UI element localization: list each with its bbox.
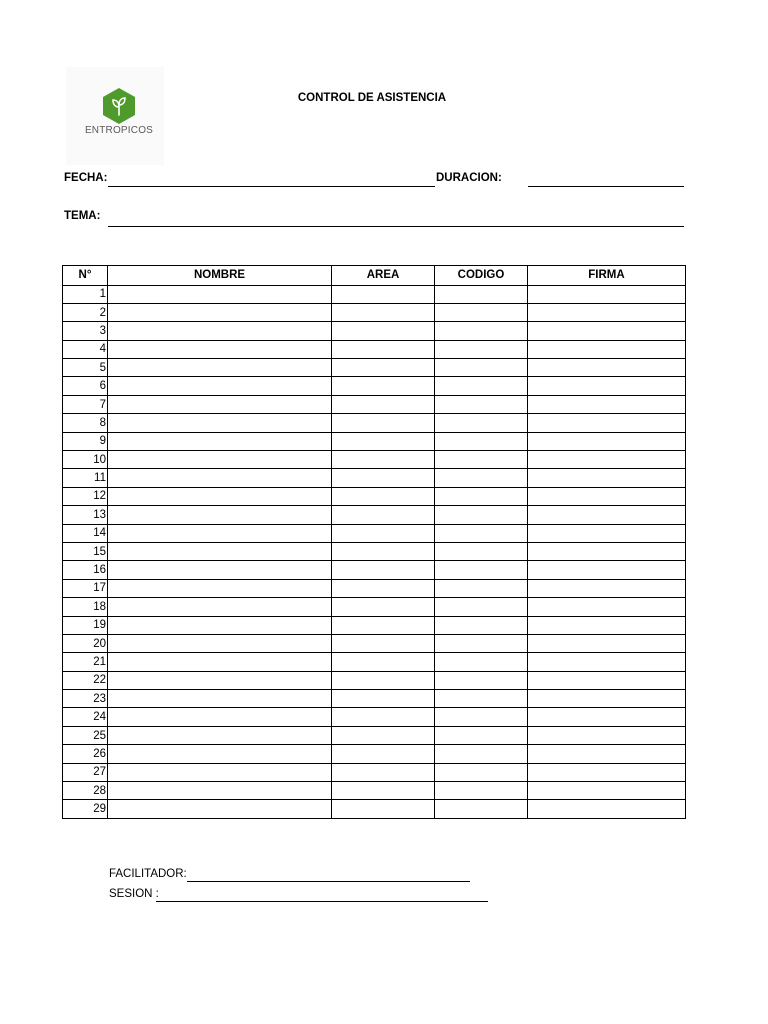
row-number: 22 <box>63 671 108 689</box>
firma-cell[interactable] <box>528 506 686 524</box>
firma-cell[interactable] <box>528 634 686 652</box>
firma-cell[interactable] <box>528 708 686 726</box>
firma-cell[interactable] <box>528 579 686 597</box>
table-row <box>63 285 686 303</box>
codigo-cell[interactable] <box>435 524 528 542</box>
area-cell[interactable] <box>332 322 435 340</box>
sesion-label: SESION : <box>109 888 159 900</box>
nombre-cell[interactable] <box>108 782 332 800</box>
codigo-cell[interactable] <box>435 726 528 744</box>
table-row <box>63 726 686 744</box>
row-number: 13 <box>63 506 108 524</box>
firma-cell[interactable] <box>528 782 686 800</box>
area-cell[interactable] <box>332 303 435 321</box>
area-cell[interactable] <box>332 598 435 616</box>
duracion-label: DURACION: <box>436 172 502 184</box>
area-cell[interactable] <box>332 726 435 744</box>
area-cell[interactable] <box>332 763 435 781</box>
codigo-cell[interactable] <box>435 634 528 652</box>
row-number: 7 <box>63 395 108 413</box>
duracion-line[interactable] <box>528 186 684 187</box>
nombre-cell[interactable] <box>108 359 332 377</box>
nombre-cell[interactable] <box>108 414 332 432</box>
table-row <box>63 469 686 487</box>
firma-cell[interactable] <box>528 395 686 413</box>
codigo-cell[interactable] <box>435 322 528 340</box>
row-number: 24 <box>63 708 108 726</box>
codigo-cell[interactable] <box>435 745 528 763</box>
tema-label: TEMA: <box>64 210 101 222</box>
nombre-cell[interactable] <box>108 763 332 781</box>
table-row <box>63 414 686 432</box>
area-cell[interactable] <box>332 690 435 708</box>
row-number: 2 <box>63 303 108 321</box>
firma-cell[interactable] <box>528 377 686 395</box>
entropicos-logo-icon <box>103 88 135 124</box>
area-cell[interactable] <box>332 377 435 395</box>
codigo-cell[interactable] <box>435 671 528 689</box>
area-cell[interactable] <box>332 506 435 524</box>
table-row <box>63 359 686 377</box>
page-title: CONTROL DE ASISTENCIA <box>297 92 447 104</box>
table-row <box>63 745 686 763</box>
codigo-cell[interactable] <box>435 377 528 395</box>
codigo-cell[interactable] <box>435 542 528 560</box>
table-row <box>63 561 686 579</box>
row-number: 12 <box>63 487 108 505</box>
nombre-cell[interactable] <box>108 745 332 763</box>
codigo-cell[interactable] <box>435 432 528 450</box>
codigo-cell[interactable] <box>435 653 528 671</box>
row-number: 9 <box>63 432 108 450</box>
table-row <box>63 579 686 597</box>
nombre-cell[interactable] <box>108 432 332 450</box>
table-row <box>63 451 686 469</box>
firma-cell[interactable] <box>528 726 686 744</box>
fecha-label: FECHA: <box>64 172 108 184</box>
firma-cell[interactable] <box>528 414 686 432</box>
row-number: 20 <box>63 634 108 652</box>
nombre-cell[interactable] <box>108 377 332 395</box>
firma-cell[interactable] <box>528 671 686 689</box>
firma-cell[interactable] <box>528 763 686 781</box>
row-number: 28 <box>63 782 108 800</box>
codigo-cell[interactable] <box>435 561 528 579</box>
row-number: 11 <box>63 469 108 487</box>
nombre-cell[interactable] <box>108 579 332 597</box>
fecha-line[interactable] <box>108 186 435 187</box>
header-area: AREA <box>332 266 435 286</box>
row-number: 8 <box>63 414 108 432</box>
area-cell[interactable] <box>332 432 435 450</box>
row-number: 6 <box>63 377 108 395</box>
codigo-cell[interactable] <box>435 395 528 413</box>
area-cell[interactable] <box>332 469 435 487</box>
sesion-line[interactable] <box>156 901 488 902</box>
tema-line[interactable] <box>108 226 684 227</box>
table-row <box>63 690 686 708</box>
codigo-cell[interactable] <box>435 506 528 524</box>
firma-cell[interactable] <box>528 322 686 340</box>
area-cell[interactable] <box>332 524 435 542</box>
area-cell[interactable] <box>332 395 435 413</box>
row-number: 17 <box>63 579 108 597</box>
area-cell[interactable] <box>332 634 435 652</box>
codigo-cell[interactable] <box>435 359 528 377</box>
table-row <box>63 800 686 818</box>
table-row <box>63 377 686 395</box>
nombre-cell[interactable] <box>108 598 332 616</box>
nombre-cell[interactable] <box>108 395 332 413</box>
area-cell[interactable] <box>332 285 435 303</box>
codigo-cell[interactable] <box>435 800 528 818</box>
codigo-cell[interactable] <box>435 414 528 432</box>
codigo-cell[interactable] <box>435 708 528 726</box>
nombre-cell[interactable] <box>108 487 332 505</box>
table-row <box>63 598 686 616</box>
area-cell[interactable] <box>332 671 435 689</box>
row-number: 23 <box>63 690 108 708</box>
nombre-cell[interactable] <box>108 800 332 818</box>
header-codigo: CODIGO <box>435 266 528 286</box>
table-row <box>63 653 686 671</box>
firma-cell[interactable] <box>528 800 686 818</box>
firma-cell[interactable] <box>528 303 686 321</box>
firma-cell[interactable] <box>528 745 686 763</box>
area-cell[interactable] <box>332 340 435 358</box>
table-header-row <box>63 266 686 286</box>
facilitador-line[interactable] <box>187 881 470 882</box>
row-number: 1 <box>63 285 108 303</box>
area-cell[interactable] <box>332 616 435 634</box>
firma-cell[interactable] <box>528 487 686 505</box>
row-number: 14 <box>63 524 108 542</box>
row-number: 25 <box>63 726 108 744</box>
firma-cell[interactable] <box>528 561 686 579</box>
codigo-cell[interactable] <box>435 690 528 708</box>
area-cell[interactable] <box>332 414 435 432</box>
nombre-cell[interactable] <box>108 303 332 321</box>
firma-cell[interactable] <box>528 340 686 358</box>
table-row <box>63 542 686 560</box>
firma-cell[interactable] <box>528 524 686 542</box>
nombre-cell[interactable] <box>108 561 332 579</box>
table-row <box>63 395 686 413</box>
codigo-cell[interactable] <box>435 451 528 469</box>
codigo-cell[interactable] <box>435 763 528 781</box>
firma-cell[interactable] <box>528 359 686 377</box>
table-row <box>63 708 686 726</box>
table-row <box>63 616 686 634</box>
firma-cell[interactable] <box>528 469 686 487</box>
table-row <box>63 340 686 358</box>
area-cell[interactable] <box>332 800 435 818</box>
nombre-cell[interactable] <box>108 653 332 671</box>
table-row <box>63 506 686 524</box>
codigo-cell[interactable] <box>435 303 528 321</box>
area-cell[interactable] <box>332 579 435 597</box>
firma-cell[interactable] <box>528 451 686 469</box>
area-cell[interactable] <box>332 782 435 800</box>
table-row <box>63 322 686 340</box>
attendance-table <box>62 265 686 819</box>
area-cell[interactable] <box>332 451 435 469</box>
nombre-cell[interactable] <box>108 634 332 652</box>
table-row <box>63 487 686 505</box>
nombre-cell[interactable] <box>108 469 332 487</box>
header-firma: FIRMA <box>528 266 686 286</box>
table-row <box>63 763 686 781</box>
row-number: 3 <box>63 322 108 340</box>
nombre-cell[interactable] <box>108 616 332 634</box>
firma-cell[interactable] <box>528 690 686 708</box>
codigo-cell[interactable] <box>435 469 528 487</box>
row-number: 26 <box>63 745 108 763</box>
codigo-cell[interactable] <box>435 487 528 505</box>
codigo-cell[interactable] <box>435 579 528 597</box>
row-number: 16 <box>63 561 108 579</box>
nombre-cell[interactable] <box>108 451 332 469</box>
table-row <box>63 671 686 689</box>
nombre-cell[interactable] <box>108 708 332 726</box>
nombre-cell[interactable] <box>108 285 332 303</box>
table-row <box>63 782 686 800</box>
area-cell[interactable] <box>332 745 435 763</box>
facilitador-label: FACILITADOR: <box>109 868 187 880</box>
row-number: 5 <box>63 359 108 377</box>
firma-cell[interactable] <box>528 653 686 671</box>
nombre-cell[interactable] <box>108 690 332 708</box>
row-number: 19 <box>63 616 108 634</box>
nombre-cell[interactable] <box>108 340 332 358</box>
firma-cell[interactable] <box>528 432 686 450</box>
nombre-cell[interactable] <box>108 506 332 524</box>
firma-cell[interactable] <box>528 598 686 616</box>
row-number: 4 <box>63 340 108 358</box>
firma-cell[interactable] <box>528 616 686 634</box>
logo-text: ENTROPICOS <box>84 125 154 136</box>
area-cell[interactable] <box>332 561 435 579</box>
table-row <box>63 303 686 321</box>
firma-cell[interactable] <box>528 285 686 303</box>
area-cell[interactable] <box>332 487 435 505</box>
row-number: 18 <box>63 598 108 616</box>
row-number: 10 <box>63 451 108 469</box>
nombre-cell[interactable] <box>108 322 332 340</box>
nombre-cell[interactable] <box>108 726 332 744</box>
header-numero: N° <box>63 266 108 286</box>
header-nombre: NOMBRE <box>108 266 332 286</box>
codigo-cell[interactable] <box>435 598 528 616</box>
area-cell[interactable] <box>332 542 435 560</box>
area-cell[interactable] <box>332 359 435 377</box>
area-cell[interactable] <box>332 708 435 726</box>
firma-cell[interactable] <box>528 542 686 560</box>
row-number: 27 <box>63 763 108 781</box>
codigo-cell[interactable] <box>435 285 528 303</box>
table-row <box>63 524 686 542</box>
codigo-cell[interactable] <box>435 616 528 634</box>
codigo-cell[interactable] <box>435 782 528 800</box>
nombre-cell[interactable] <box>108 542 332 560</box>
nombre-cell[interactable] <box>108 671 332 689</box>
nombre-cell[interactable] <box>108 524 332 542</box>
table-row <box>63 634 686 652</box>
row-number: 21 <box>63 653 108 671</box>
row-number: 15 <box>63 542 108 560</box>
row-number: 29 <box>63 800 108 818</box>
area-cell[interactable] <box>332 653 435 671</box>
codigo-cell[interactable] <box>435 340 528 358</box>
table-row <box>63 432 686 450</box>
